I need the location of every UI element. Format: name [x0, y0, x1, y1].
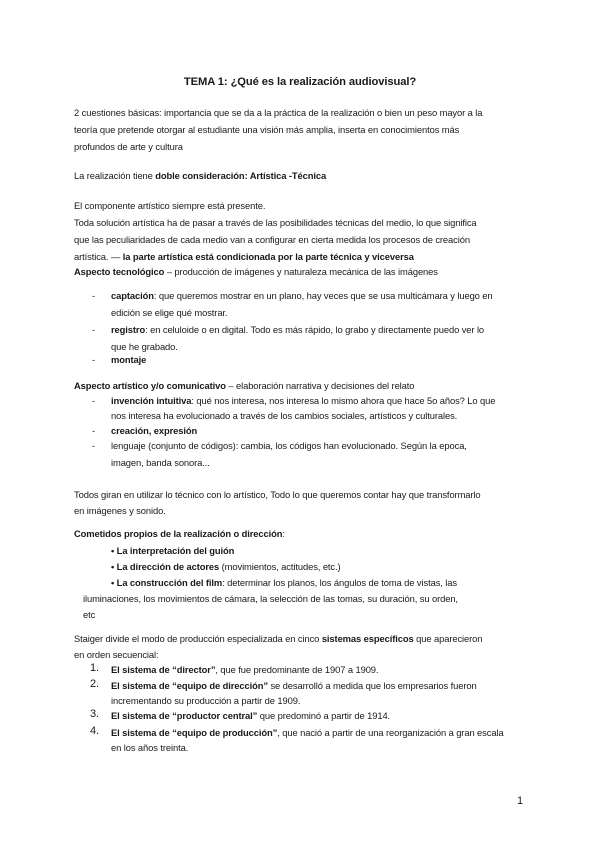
- cometidos-bullet-3-line-3: etc: [83, 609, 96, 620]
- bullet-bold: • La interpretación del guión: [111, 545, 235, 556]
- list-number: 2.: [90, 678, 99, 690]
- intro-line-1: 2 cuestiones básicas: importancia que se da a la práctica de la realización o bien un peso mayor a la: [74, 107, 483, 118]
- sistema-text: , que nació a partir de una reorganización a gran escala: [277, 727, 504, 738]
- bullet-bold: • La construcción del film: [111, 577, 223, 588]
- staiger-text: Staiger divide el modo de producción especializada en cinco: [74, 633, 322, 644]
- cometidos-bullet-2: [111, 558, 341, 575]
- componente-line-2: Toda solución artística ha de pasar a través de las posibilidades técnicas del medio, lo que significa: [74, 217, 477, 228]
- tecnologico-heading: [74, 263, 438, 280]
- bullet-bold: • La dirección de actores: [111, 561, 220, 572]
- bullet-text: : determinar los planos, los ángulos de toma de vistas, las: [222, 577, 457, 588]
- staiger-line-2: en orden secuencial:: [74, 649, 159, 660]
- sistema-bold: El sistema de “director”: [111, 664, 216, 675]
- cometidos-heading: [74, 525, 285, 542]
- list-item-continuation: edición se elige qué mostrar.: [111, 307, 228, 318]
- intro-line-3: profundos de arte y cultura: [74, 141, 183, 152]
- list-item-bold: creación, expresión: [111, 425, 198, 436]
- list-item-registro: [111, 321, 484, 338]
- list-dash: -: [92, 290, 96, 301]
- componente-line-4-text: artística. —: [74, 251, 123, 262]
- bullet-text: (movimientos, actitudes, etc.): [219, 561, 341, 572]
- doble-rest: : Artística -Técnica: [244, 170, 327, 181]
- list-number: 4.: [90, 725, 99, 737]
- list-item-continuation: imagen, banda sonora...: [111, 457, 210, 468]
- todos-line-2: en imágenes y sonido.: [74, 505, 166, 516]
- sistema-bold: El sistema de “equipo de producción”: [111, 727, 278, 738]
- sistema-continuation: incrementando su producción a partir de 1909.: [111, 695, 301, 706]
- list-item-bold: montaje: [111, 354, 147, 365]
- sistema-continuation: en los años treinta.: [111, 742, 189, 753]
- list-number: 3.: [90, 708, 99, 720]
- list-item-continuation: que he grabado.: [111, 341, 178, 352]
- cometidos-bullet-3: [111, 574, 457, 591]
- doble-paragraph: [74, 167, 326, 184]
- page-number: 1: [517, 795, 524, 807]
- tecnologico-heading-rest: – producción de imágenes y naturaleza mecánica de las imágenes: [164, 266, 438, 277]
- cometidos-bullet-3-line-2: iluminaciones, los movimientos de cámara, la selección de las tomas, su duración, su orden,: [83, 593, 458, 604]
- sistema-text: se desarrolló a medida que los empresarios fueron: [267, 680, 477, 691]
- list-dash: -: [92, 324, 96, 335]
- cometidos-bullet-1: [111, 542, 234, 559]
- tecnologico-heading-bold: Aspecto tecnológico: [74, 266, 165, 277]
- todos-line-1: Todos giran en utilizar lo técnico con lo artístico, Todo lo que queremos contar hay que transformarlo: [74, 489, 481, 500]
- staiger-rest: que aparecieron: [413, 633, 483, 644]
- sistema-text: que predominó a partir de 1914.: [257, 710, 391, 721]
- list-dash: -: [92, 395, 96, 406]
- list-item-captacion: [111, 287, 493, 304]
- list-item-text: : que queremos mostrar en un plano, hay veces que se usa multicámara y luego en: [153, 290, 493, 301]
- page-title: TEMA 1: ¿Qué es la realización audiovisual?: [183, 76, 417, 88]
- list-number: 1.: [90, 662, 99, 674]
- componente-line-3: que las peculiaridades de cada medio van a configurar en cierta medida los procesos de creación: [74, 234, 470, 245]
- list-dash: -: [92, 425, 96, 436]
- artistico-heading-rest: – elaboración narrativa y decisiones del relato: [225, 380, 415, 391]
- sistema-bold: El sistema de “equipo de dirección”: [111, 680, 268, 691]
- list-dash: -: [92, 354, 96, 365]
- list-item-bold: registro: [111, 324, 146, 335]
- componente-line-1: El componente artístico siempre está presente.: [74, 200, 266, 211]
- componente-line-4-bold: la parte artística está condicionada por la parte técnica y viceversa: [122, 251, 414, 262]
- staiger-bold: sistemas específicos: [321, 633, 414, 644]
- list-item-bold: invención intuitiva: [111, 395, 192, 406]
- list-item-bold: captación: [111, 290, 154, 301]
- list-item-text: : en celuloide o en digital. Todo es más rápido, lo grabo y directamente puedo ver lo: [145, 324, 485, 335]
- list-item-lenguaje: lenguaje (conjunto de códigos): cambia, los códigos han evolucionado. Según la epoca,: [111, 440, 467, 451]
- intro-line-2: teoría que pretende otorgar al estudiante una visión más amplia, inserta en conocimientos más: [74, 124, 460, 135]
- doble-bold: doble consideración: [155, 170, 245, 181]
- list-item-montaje: [111, 351, 146, 368]
- cometidos-heading-colon: :: [282, 528, 285, 539]
- doble-text: La realización tiene: [74, 170, 156, 181]
- list-item-text: : qué nos interesa, nos interesa lo mismo ahora que hace 5o años? Lo que: [191, 395, 496, 406]
- sistema-item-3: [111, 707, 390, 724]
- sistema-bold: El sistema de “productor central”: [111, 710, 258, 721]
- list-dash: -: [92, 440, 96, 451]
- list-item-continuation: nos interesa ha evolucionado a través de los cambios sociales, artísticos y culturales.: [111, 410, 458, 421]
- sistema-item-1: [111, 661, 378, 678]
- staiger-line-1: [74, 630, 482, 647]
- cometidos-heading-bold: Cometidos propios de la realización o dirección: [74, 528, 283, 539]
- sistema-text: , que fue predominante de 1907 a 1909.: [215, 664, 379, 675]
- artistico-heading-bold: Aspecto artístico y/o comunicativo: [74, 380, 226, 391]
